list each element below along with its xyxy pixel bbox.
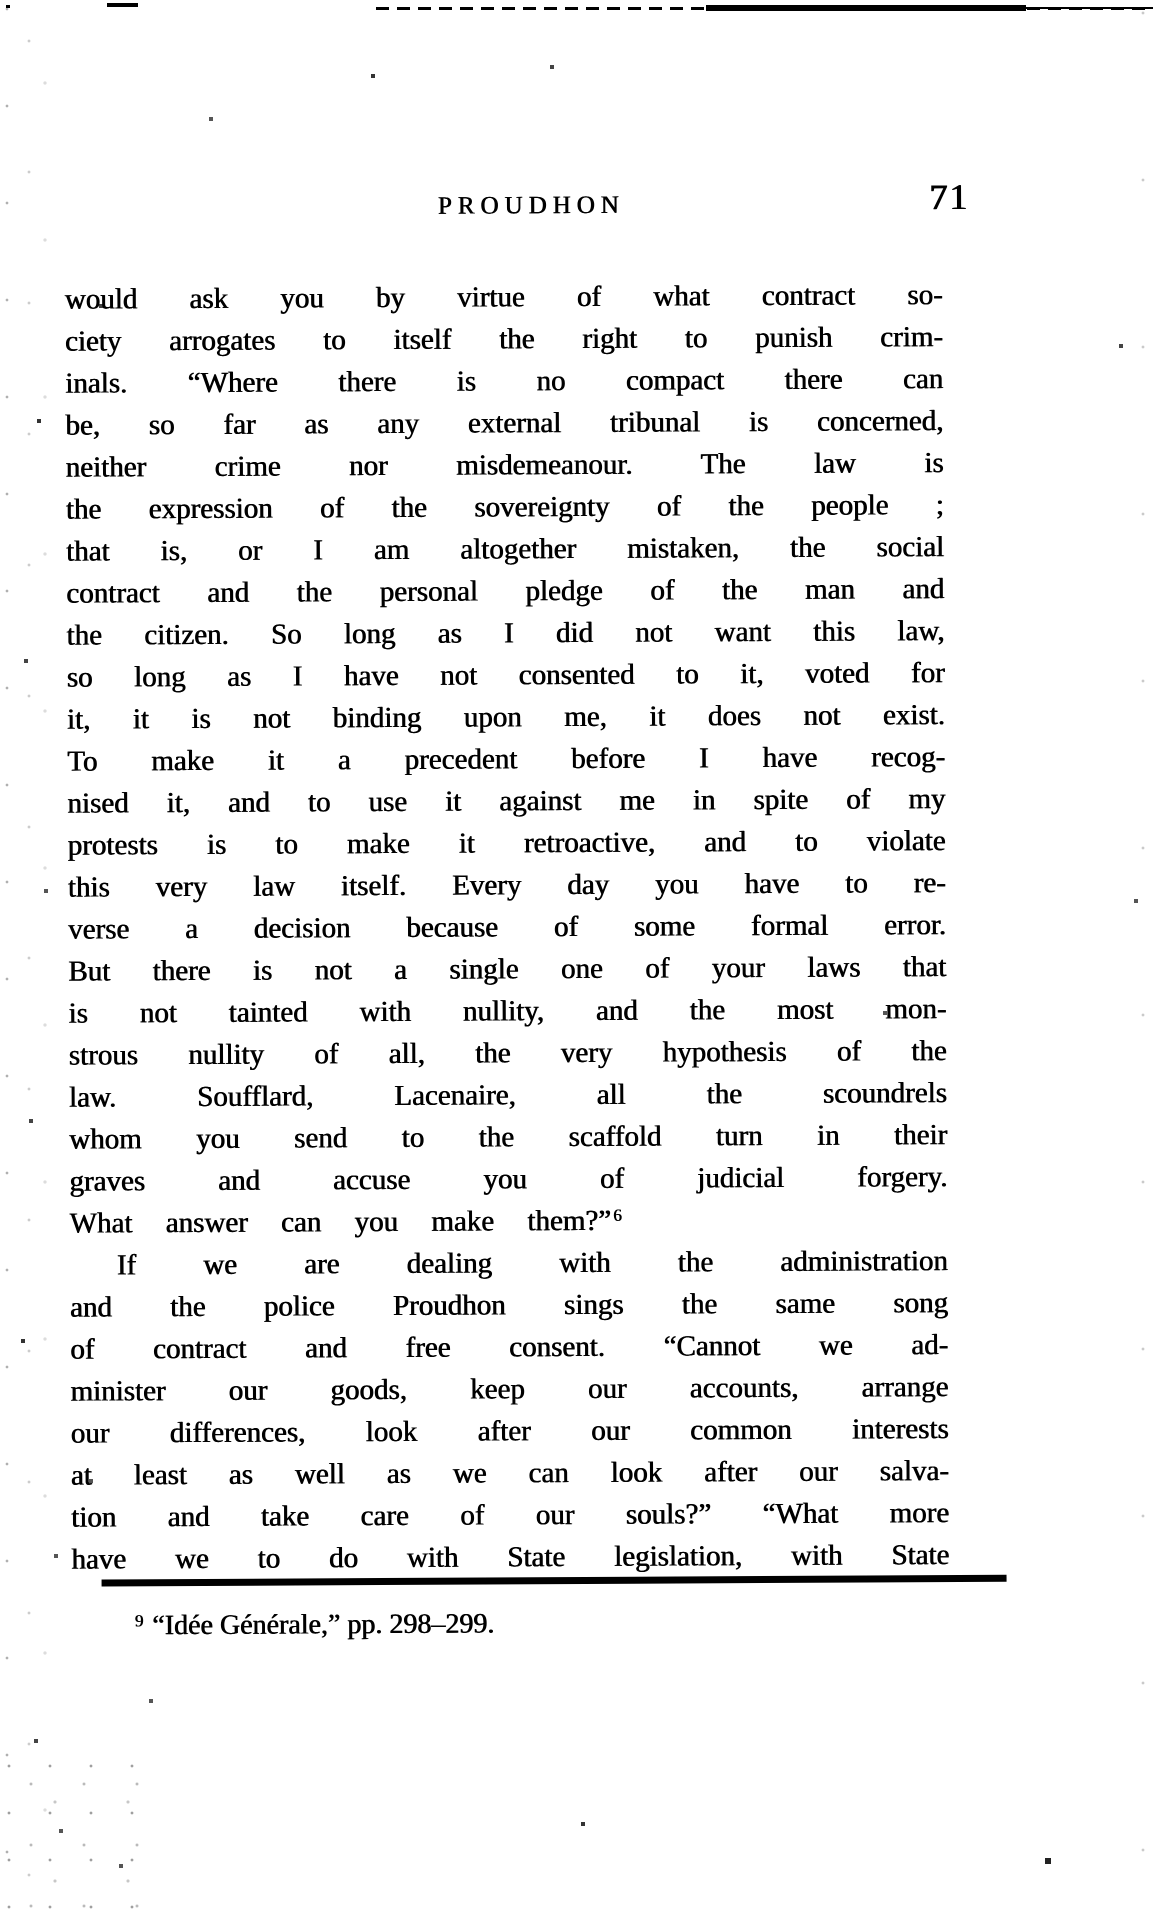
text-line (66, 568, 944, 615)
text-line (68, 988, 946, 1035)
text-line (65, 400, 943, 447)
text-line-content: so long as I have not consented to it, voted for (66, 657, 945, 694)
text-line (65, 358, 943, 405)
text-line (70, 1366, 948, 1413)
text-line-content: ciety arrogates to itself the right to punish crim- (64, 321, 944, 358)
text-line-content: But there is not a single one of your laws that (68, 951, 947, 988)
running-title: PROUDHON (437, 191, 625, 220)
text-line (67, 736, 945, 783)
text-line (66, 610, 944, 657)
text-line (70, 1198, 948, 1245)
text-line (69, 1156, 947, 1203)
text-line (68, 904, 946, 951)
text-line-content: protests is to make it retroactive, and to violate (67, 825, 946, 862)
text-line-content: the citizen. So long as I did not want this law, (66, 615, 945, 652)
text-line-content: minister our goods, keep our accounts, arrange (70, 1371, 949, 1408)
text-line (65, 316, 943, 363)
text-line (70, 1240, 948, 1287)
text-line (71, 1492, 949, 1539)
footnote (135, 1602, 935, 1646)
text-line-content: and the police Proudhon sings the same song (70, 1287, 949, 1324)
scan-speckles (0, 0, 2, 2)
footnote-text: “Idée Générale,” pp. 298–299. (152, 1608, 495, 1642)
text-line-content: contract and the personal pledge of the man and (66, 573, 945, 610)
text-line (70, 1282, 948, 1329)
body-text (65, 274, 950, 1581)
text-line (68, 862, 946, 909)
text-line (66, 442, 944, 489)
text-line-content: that is, or I am altogether mistaken, the social (66, 531, 945, 568)
text-line (70, 1324, 948, 1371)
text-line (68, 820, 946, 867)
text-line (66, 526, 944, 573)
text-line-content: would ask you by virtue of what contract so- (64, 279, 943, 316)
text-line (67, 778, 945, 825)
text-line-content: our differences, look after our common interests (70, 1413, 949, 1450)
text-line-content: inals. “Where there is no compact there can (65, 363, 944, 400)
text-line-content: To make it a precedent before I have recog- (67, 741, 946, 778)
text-line (67, 652, 945, 699)
footnote-reference: 6 (613, 1205, 622, 1225)
text-line-content: What answer can you make them?” (69, 1204, 612, 1240)
text-line (69, 1072, 947, 1119)
text-line-content: whom you send to the scaffold turn in their (69, 1119, 948, 1156)
text-line-content: law. Soufflard, Lacenaire, all the scoundrels (68, 1077, 948, 1114)
text-line (71, 1408, 949, 1455)
footnote-marker: 9 (134, 1611, 144, 1631)
text-line-content: strous nullity of all, the very hypothesis of the (68, 1035, 947, 1072)
text-line (71, 1534, 949, 1581)
text-line-content: it, it is not binding upon me, it does not exist. (66, 699, 946, 736)
text-line-content: graves and accuse you of judicial forgery. (69, 1161, 948, 1198)
text-line-content: If we are dealing with the administration (116, 1245, 948, 1282)
text-line (69, 1114, 947, 1161)
text-line (68, 946, 946, 993)
text-line (65, 274, 943, 321)
text-line (67, 694, 945, 741)
text-line-content: at least as well as we can look after our salva- (70, 1455, 950, 1492)
text-line-content: neither crime nor misdemeanour. The law is (65, 447, 944, 484)
text-line-content: nised it, and to use it against me in spite of my (67, 783, 946, 820)
text-line-content: verse a decision because of some formal error. (68, 909, 947, 946)
text-line (71, 1450, 949, 1497)
text-line-content: this very law itself. Every day you have to re- (67, 867, 947, 904)
text-line-content: have we to do with State legislation, with State (71, 1539, 950, 1576)
text-line (66, 484, 944, 531)
text-line-content: be, so far as any external tribunal is concerned, (65, 405, 944, 442)
text-line-content: of contract and free consent. “Cannot we ad- (70, 1329, 949, 1366)
text-line (69, 1030, 947, 1077)
text-line-content: is not tainted with nullity, and the most mon- (68, 993, 947, 1030)
text-line-content: the expression of the sovereignty of the people ; (65, 489, 945, 526)
text-line-content: tion and take care of our souls?” “What more (71, 1497, 950, 1534)
page-number: 71 (929, 176, 970, 218)
